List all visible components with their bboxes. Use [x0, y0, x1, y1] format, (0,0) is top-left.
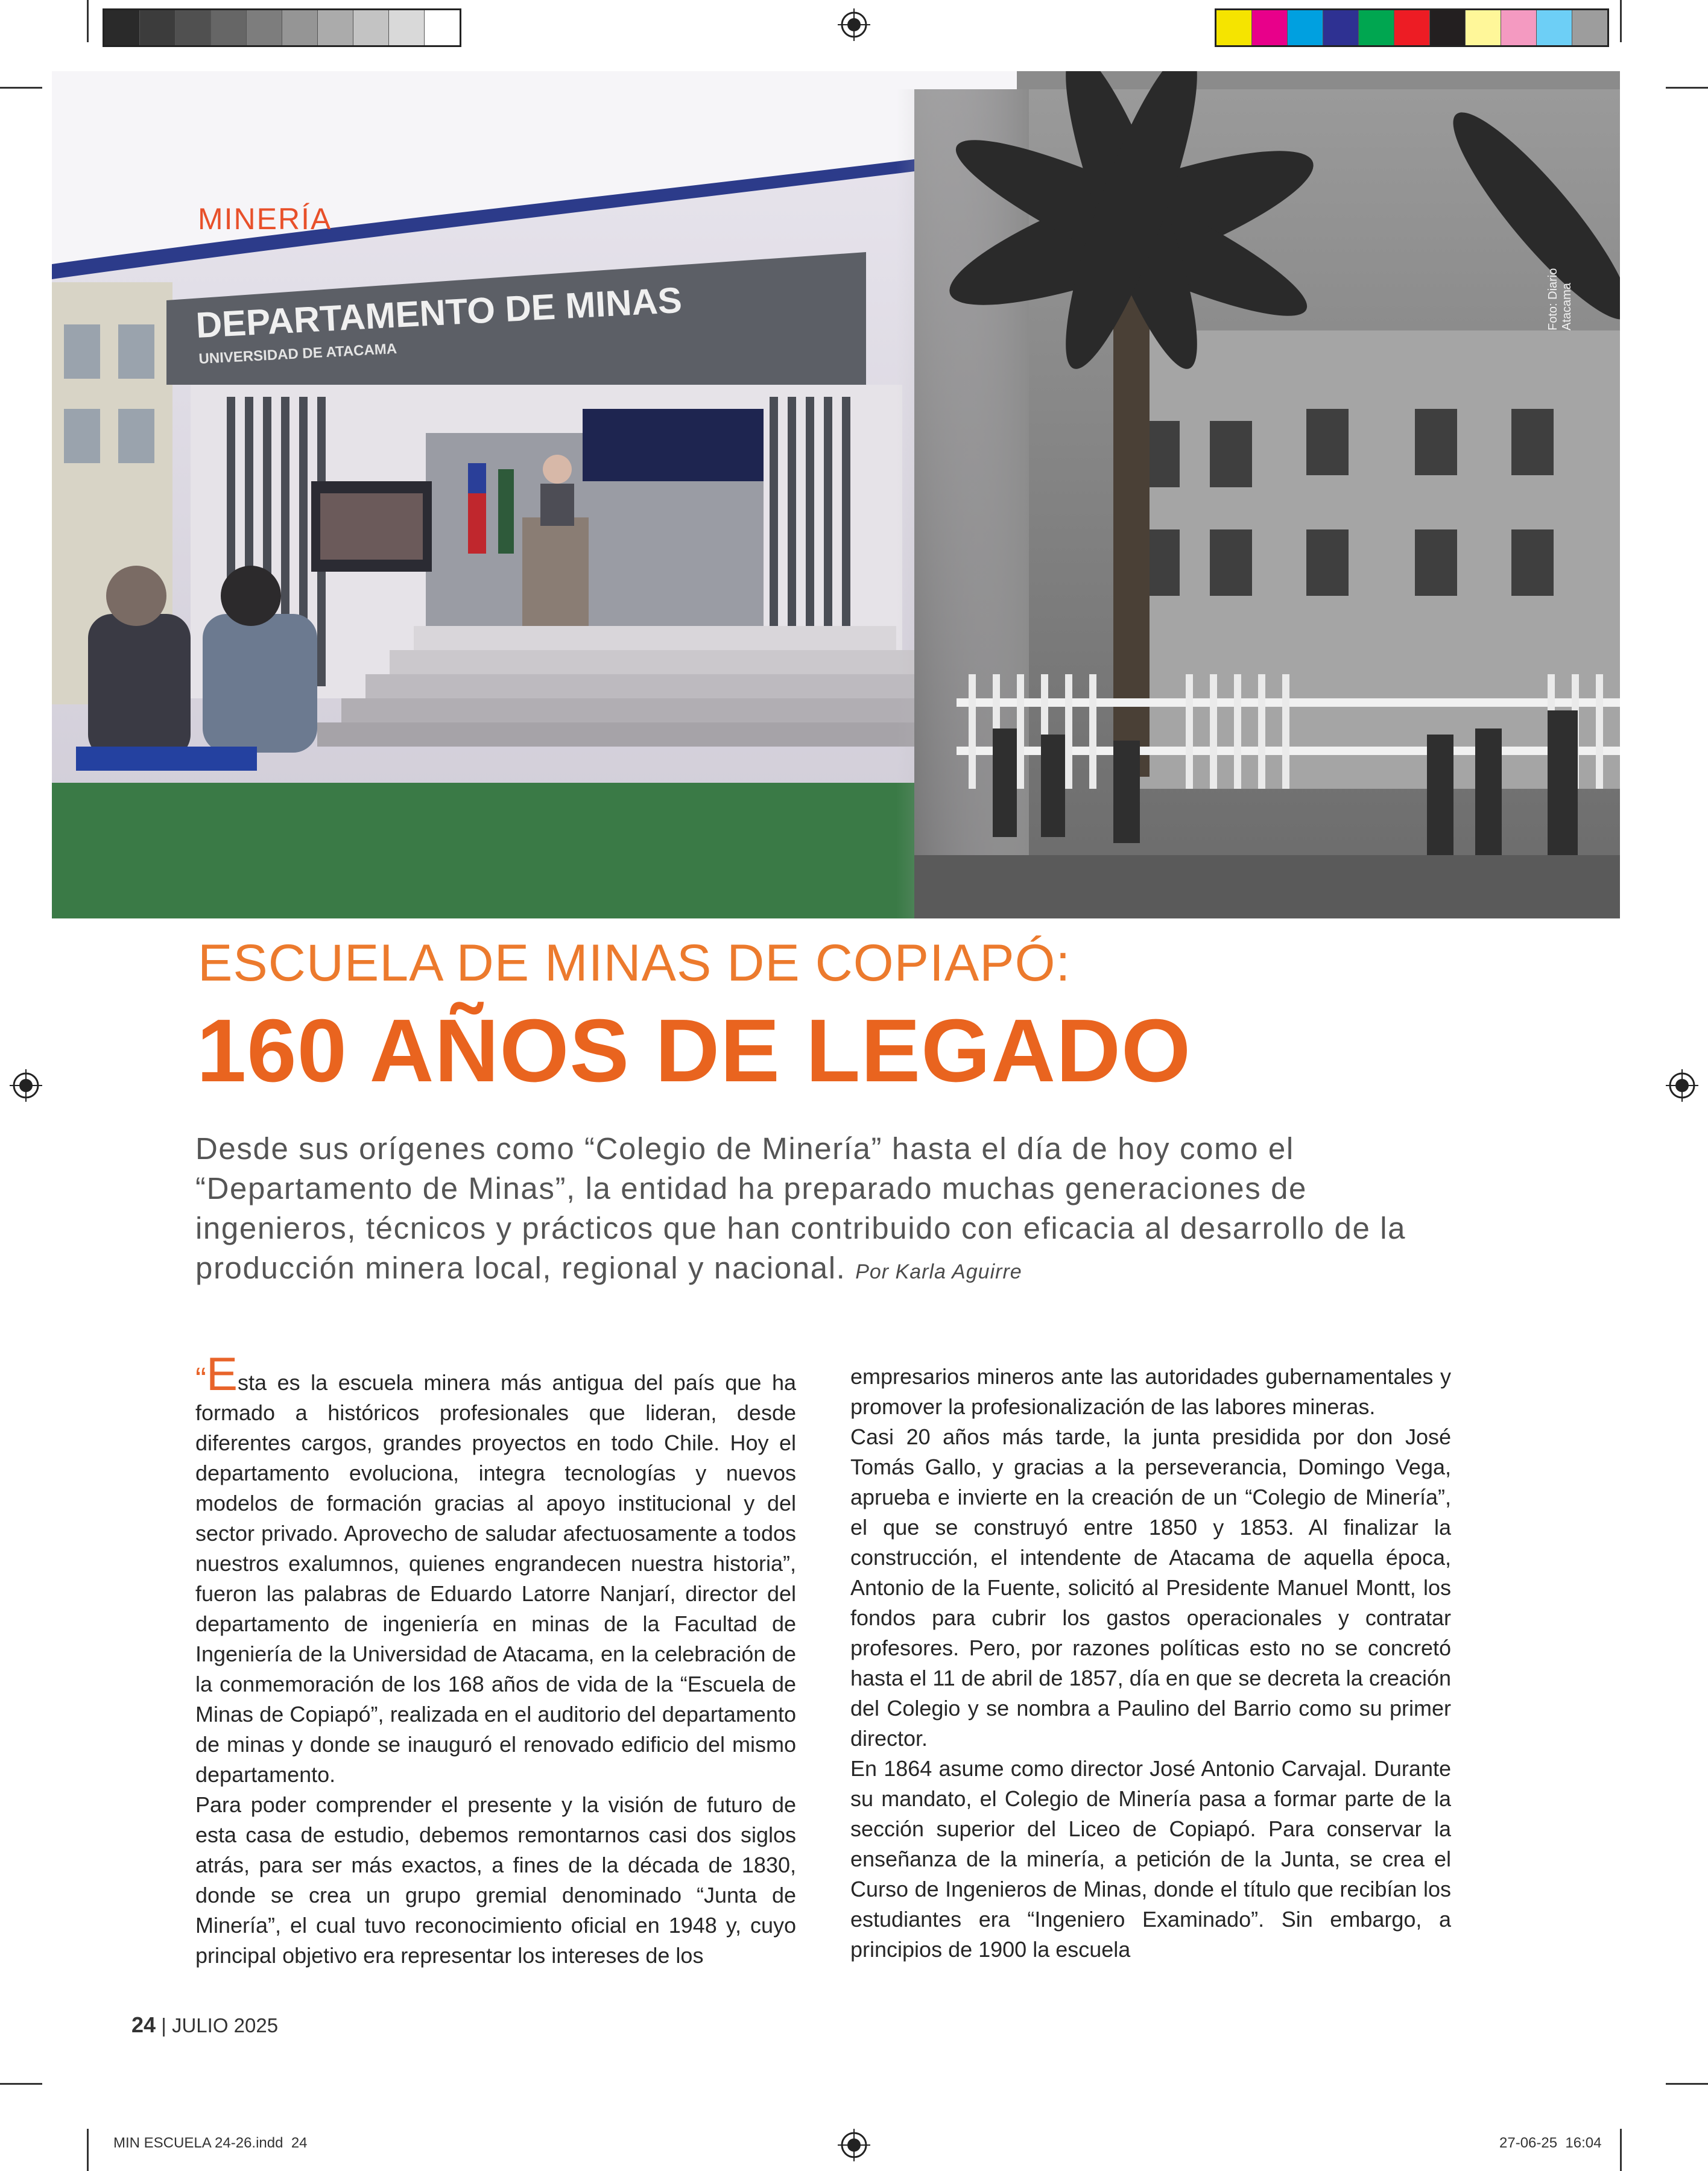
registration-mark-icon: [10, 1069, 42, 1102]
registration-mark-icon: [838, 8, 870, 41]
crop-mark: [1666, 87, 1708, 89]
drop-cap: E: [206, 1347, 238, 1400]
slug-time: 16:04: [1565, 2135, 1602, 2151]
paragraph: [195, 1347, 796, 1790]
article-lead: [195, 1129, 1444, 1292]
paragraph: Para poder comprender el presente y la visión de futuro de esta casa de estudio, debemos remontarnos casi dos siglos atrás, para ser más exactos, a fines de la década de 1830, donde se crea un grupo gremial denominado “Junta de Minería”, el cual tuvo reconocimiento oficial en 1948 y, cuyo principal objetivo era representar los intereses de los: [195, 1792, 796, 1968]
open-quote: “: [195, 1361, 206, 1397]
paragraph: empresarios mineros ante las autoridades gubernamentales y promover la profesionalización de las labores mineras.: [850, 1364, 1451, 1419]
slug-page: 24: [291, 2135, 308, 2151]
article-column-1: [195, 1347, 796, 1971]
crop-mark: [1620, 2129, 1622, 2171]
crop-mark: [1620, 0, 1622, 42]
hero-photo-illustration: [52, 71, 1620, 918]
process-color-bar: [1215, 8, 1609, 47]
registration-mark-icon: [838, 2129, 870, 2161]
grayscale-color-bar: [103, 8, 461, 47]
crop-mark: [1666, 2083, 1708, 2085]
slug-filename: MIN ESCUELA 24-26.indd: [113, 2135, 283, 2151]
print-slug-date: [1499, 2135, 1601, 2152]
article-title: 160 AÑOS DE LEGADO: [197, 1001, 1192, 1101]
sign-title: DEPARTAMENTO DE MINAS: [195, 279, 683, 346]
byline: Por Karla Aguirre: [855, 1260, 1022, 1283]
crop-mark: [87, 0, 89, 42]
crop-mark: [0, 2083, 42, 2085]
print-slug-file: [113, 2135, 308, 2152]
hero-photo: [52, 71, 1620, 918]
page-number: 24: [131, 2012, 156, 2037]
paragraph: En 1864 asume como director José Antonio Carvajal. Durante su mandato, el Colegio de Minería pasa a formar parte de la sección superior del Liceo de Copiapó. Para conservar la enseñanza de la minería, a petición de la Junta, se crea el Curso de Ingenieros de Minas, donde el título que recibían los estudiantes era “Ingeniero Examinado”. Sin embargo, a principios de 1900 la escuela: [850, 1756, 1451, 1962]
paragraph-text: sta es la escuela minera más antigua del país que ha formado a históricos profesionales que lideran, desde diferentes cargos, grandes proyectos en todo Chile. Hoy el departamento evoluciona, integra tecnologías y nuevos modelos de formación gracias al apoyo institucional y del sector privado. Aprovecho de saludar afectuosamente a todos nuestros exalumnos, quienes engrandecen nuestra historia”, fueron las palabras de Eduardo Latorre Nanjarí, director del departamento de ingeniería en minas de la Facultad de Ingeniería de la Universidad de Atacama, en la celebración de la conmemoración de los 168 años de vida de la “Escuela de Minas de Copiapó”, realizada en el auditorio del departamento de minas y donde se inauguró el renovado edificio del mismo departamento.: [195, 1370, 796, 1787]
photo-credit: Foto: Diario Atacama: [1546, 268, 1574, 330]
lead-text: Desde sus orígenes como “Colegio de Minería” hasta el día de hoy como el “Departamento de Minas”, la entidad ha preparado muchas generaciones de ingenieros, técnicos y prácticos que han contribuido con eficacia al desarrollo de la producción minera local, regional y nacional.: [195, 1131, 1406, 1285]
footer-separator: |: [161, 2014, 166, 2037]
slug-date: 27-06-25: [1499, 2135, 1558, 2151]
article-column-2: [850, 1362, 1451, 1965]
page-footer: [131, 2012, 278, 2038]
registration-mark-icon: [1666, 1069, 1698, 1102]
crop-mark: [87, 2129, 89, 2171]
issue-date: JULIO 2025: [171, 2014, 279, 2037]
paragraph: Casi 20 años más tarde, la junta presidida por don José Tomás Gallo, y gracias a la perseverancia, Domingo Vega, aprueba e invierte en la creación de un “Colegio de Minería”, el que se construyó entre 1850 y 1853. Al finalizar la construcción, el intendente de Atacama de aquella época, Antonio de la Fuente, solicitó al Presidente Manuel Montt, los fondos para cubrir los gastos operacionales y contratar profesores. Pero, por razones políticas esto no se concretó hasta el 11 de abril de 1857, día en que se decreta la creación del Colegio y se nombra a Paulino del Barrio como su primer director.: [850, 1424, 1451, 1751]
article-kicker: ESCUELA DE MINAS DE COPIAPÓ:: [198, 934, 1071, 992]
section-label: MINERÍA: [198, 202, 332, 236]
crop-mark: [0, 87, 42, 89]
sign-subtitle: UNIVERSIDAD DE ATACAMA: [198, 340, 397, 367]
